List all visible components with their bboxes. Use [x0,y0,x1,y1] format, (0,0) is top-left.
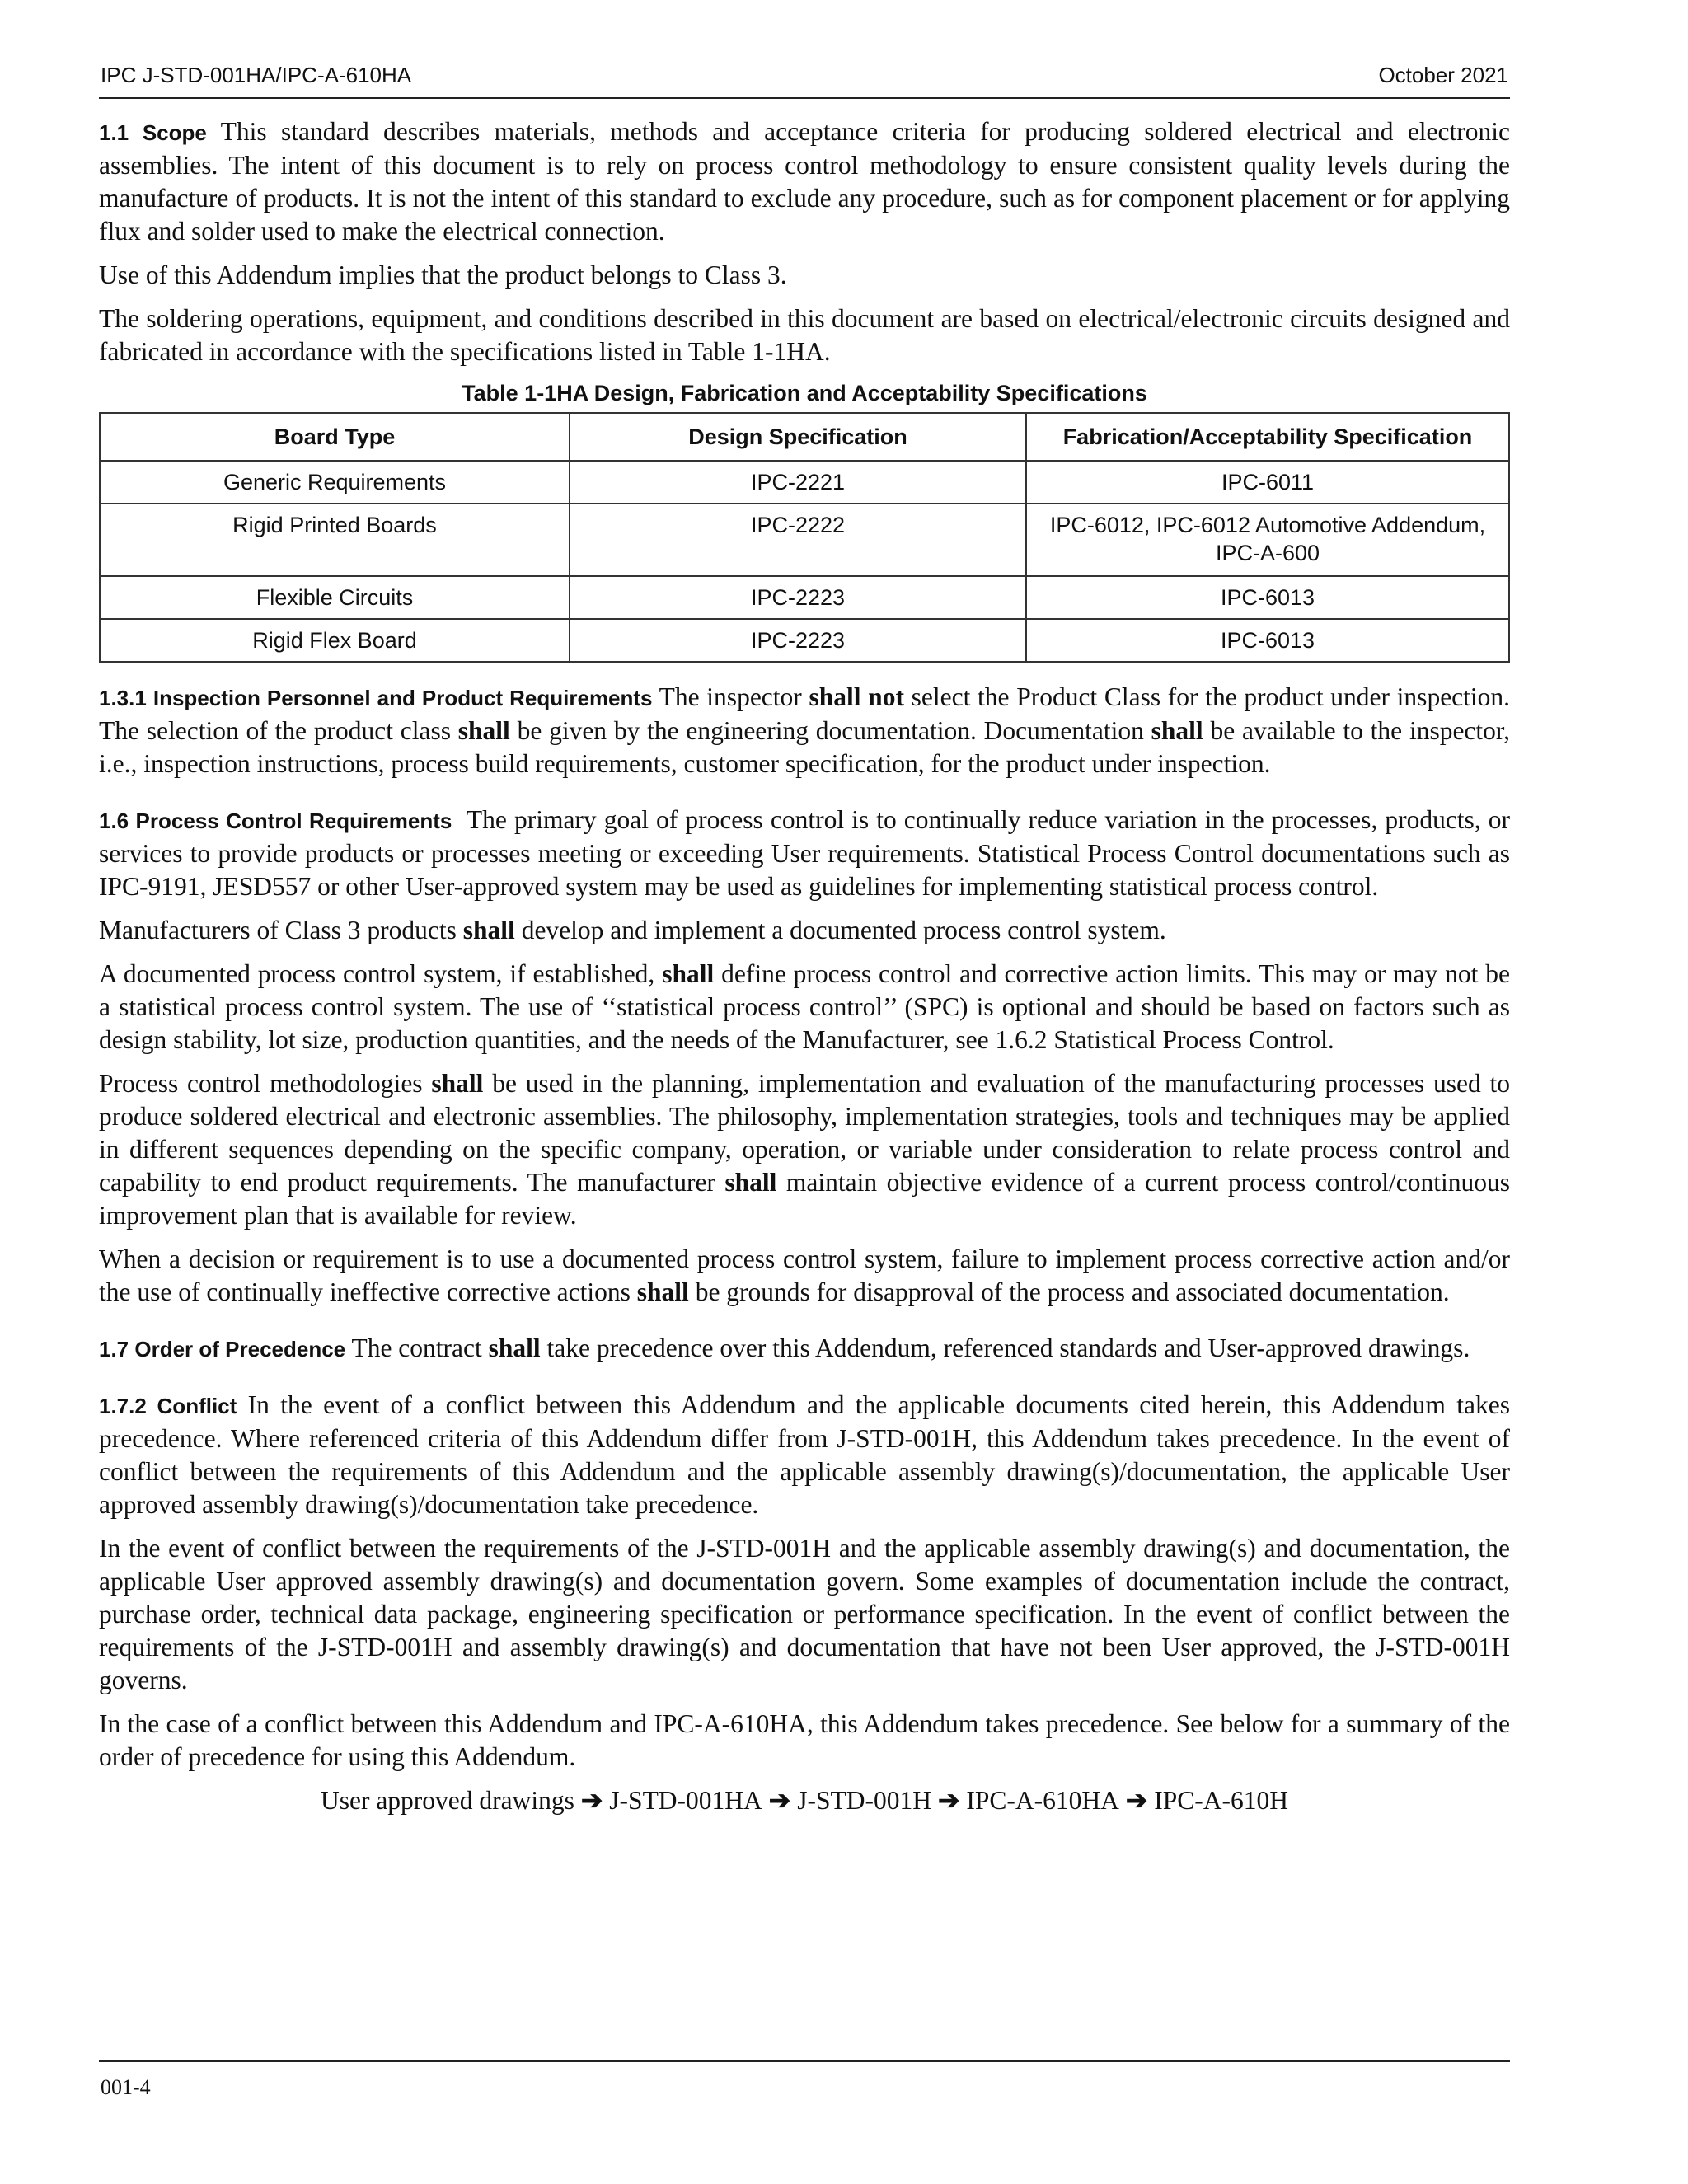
section-heading-1-7-2: 1.7.2 Conflict [99,1394,237,1418]
page-number: 001-4 [101,2075,151,2099]
table-cell: IPC-6013 [1026,576,1509,619]
table-row [100,461,1509,504]
table-caption: Table 1-1HA Design, Fabrication and Acceptability Specifications [462,381,1147,405]
table-cell: Flexible Circuits [100,576,570,619]
decision-paragraph: When a decision or requirement is to use a documented process control system, failure to implement process corrective action and/or the use of continually ineffective corrective actions shall be grounds for disapproval of the process and associated documentation. [99,1244,1510,1306]
arrow-right-icon: ➔ [1125,1786,1148,1815]
pcs-paragraph: A documented process control system, if established, shall define process control and corrective action limits. This may or may not be a statistical process control system. The use of ‘‘statistical process control’’ (SPC) is optional and should be based on factors such as design stability, lot size, production quantities, and the needs of the Manufacturer, see 1.6.2 Statistical Process Control. [99,959,1511,1054]
document-id: IPC J-STD-001HA/IPC-A-610HA [101,63,412,87]
spec-table [99,412,1510,663]
section-heading-1-3-1: 1.3.1 Inspection Personnel and Product Requirements [99,686,653,710]
precedence-item: J-STD-001HA [609,1786,762,1815]
class-paragraph: Use of this Addendum implies that the product belongs to Class 3. [99,260,787,289]
document-date: October 2021 [1378,63,1508,87]
process-control-paragraph: 1.6 Process Control Requirements The primary goal of process control is to continually reduce variation in the processes, products, or services to provide products or processes meeting or exceeding User requirements. Statistical Process Control documentations such as IPC-9191, JESD557 or other User-approved system may be used as guidelines for implementing statistical process control. [99,805,1510,901]
section-heading-1-7: 1.7 Order of Precedence [99,1337,346,1361]
class3-paragraph: Manufacturers of Class 3 products shall develop and implement a documented process control system. [99,916,1166,944]
arrow-right-icon: ➔ [768,1786,791,1815]
inspection-paragraph: 1.3.1 Inspection Personnel and Product Requirements The inspector shall not select the Product Class for the product under inspection. The selection of the product class shall be given by the engineering documentation. Documentation shall be available to the inspector, i.e., inspection instructions, process build requirements, customer specification, for the product under inspection. [99,682,1511,778]
precedence-item: J-STD-001H [797,1786,931,1815]
precedence-paragraph: 1.7 Order of Precedence The contract shall take precedence over this Addendum, referenced standards and User-approved drawings. [99,1333,1470,1362]
table-cell: IPC-2223 [570,619,1026,662]
scope-paragraph: 1.1 Scope This standard describes materials, methods and acceptance criteria for producing soldered electrical and electronic assemblies. The intent of this document is to rely on process control methodology to ensure consistent quality levels during the manufacture of products. It is not the intent of this standard to exclude any procedure, such as for component placement or for applying flux and solder used to make the electrical connection. [99,117,1510,246]
column-header: Board Type [100,413,570,461]
page-footer [99,2060,1510,2099]
methodologies-paragraph: Process control methodologies shall be used in the planning, implementation and evaluation of the manufacturing processes used to produce soldered electrical and electronic assemblies. The philosophy, implementation strategies, tools and techniques may be applied in different sequences depending on the specific company, operation, or variable under consideration to relate process control and capability to end product requirements. The manufacturer shall maintain objective evidence of a current process control/continuous improvement plan that is available for review. [99,1069,1510,1230]
table-cell: Rigid Printed Boards [100,504,570,576]
table-cell: IPC-2221 [570,461,1026,504]
arrow-right-icon: ➔ [937,1786,960,1815]
section-heading-1-1: 1.1 Scope [99,120,207,145]
table-row [100,619,1509,662]
arrow-right-icon: ➔ [580,1786,603,1815]
page-header [99,61,1510,99]
table-cell: IPC-6011 [1026,461,1509,504]
table-cell: IPC-6013 [1026,619,1509,662]
conflict-paragraph-2: In the event of conflict between the requirements of the J-STD-001H and the applicable assembly drawing(s) and documentation, the applicable User approved assembly drawing(s) and documentation govern. Some examples of documentation include the contract, purchase order, technical data package, engineering specification or performance specification. In the event of conflict between the requirements of the J-STD-001H and assembly drawing(s) and documentation that have not been User approved, the J-STD-001H governs. [99,1534,1510,1694]
table-cell: IPC-6012, IPC-6012 Automotive Addendum, IPC-A-600 [1026,504,1509,576]
specs-paragraph: The soldering operations, equipment, and conditions described in this document are based on electrical/electronic circuits designed and fabricated in accordance with the specifications listed in Table 1-1HA. [99,304,1510,366]
table-row [100,504,1509,576]
precedence-item: IPC-A-610HA [966,1786,1119,1815]
precedence-chain [99,1784,1510,1817]
conflict-paragraph: 1.7.2 Conflict In the event of a conflict between this Addendum and the applicable documents cited herein, this Addendum takes precedence. Where referenced criteria of this Addendum differ from J-STD-001H, this Addendum takes precedence. In the event of conflict between the requirements of this Addendum and the applicable assembly drawing(s)/documentation, the applicable User approved assembly drawing(s)/documentation take precedence. [99,1390,1510,1519]
table-header-row [100,413,1509,461]
table-cell: IPC-2223 [570,576,1026,619]
table-row [100,576,1509,619]
table-cell: Rigid Flex Board [100,619,570,662]
column-header: Design Specification [570,413,1026,461]
conflict-paragraph-3: In the case of a conflict between this Addendum and IPC-A-610HA, this Addendum takes precedence. See below for a summary of the order of precedence for using this Addendum. [99,1709,1510,1771]
table-cell: Generic Requirements [100,461,570,504]
precedence-item: IPC-A-610H [1154,1786,1289,1815]
section-heading-1-6: 1.6 Process Control Requirements [99,808,452,833]
precedence-item: User approved drawings [320,1786,574,1815]
document-body [99,115,1510,1817]
table-cell: IPC-2222 [570,504,1026,576]
column-header: Fabrication/Acceptability Specification [1026,413,1509,461]
